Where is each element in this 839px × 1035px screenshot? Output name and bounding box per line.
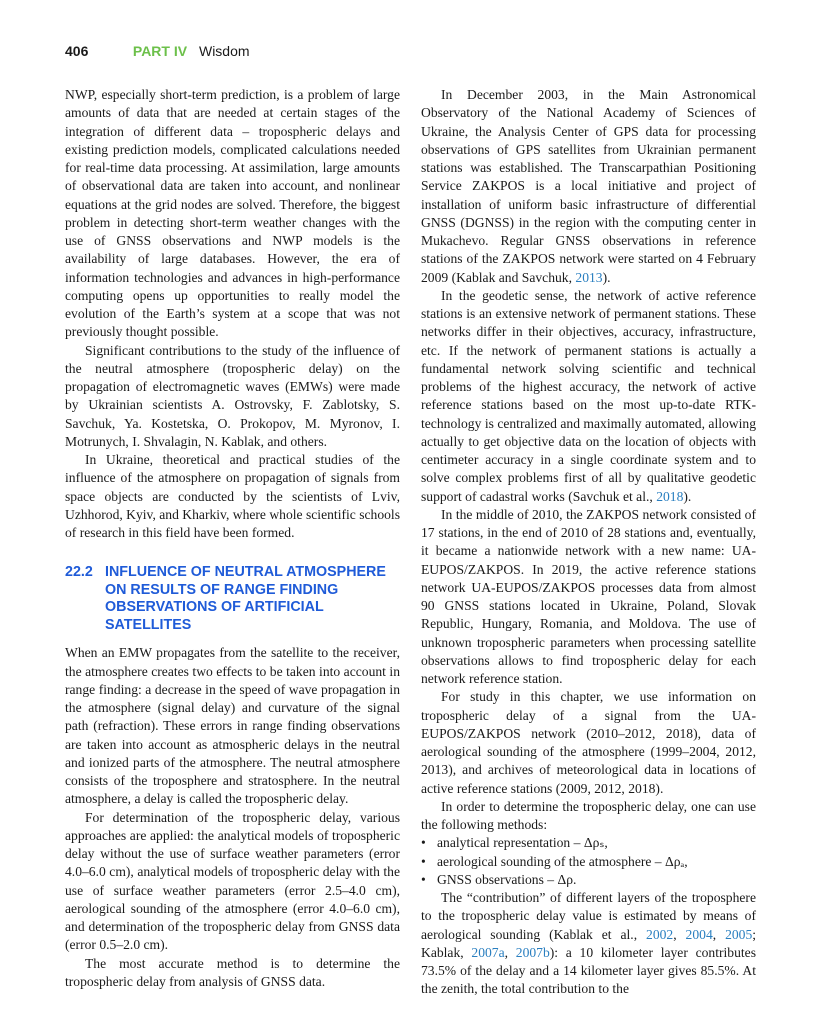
paragraph (65, 644, 400, 808)
paragraph (65, 809, 400, 955)
citation-link[interactable]: 2018 (656, 488, 684, 504)
text-run: ). (602, 269, 611, 285)
citation-link[interactable]: 2013 (575, 269, 603, 285)
paragraph (421, 86, 756, 287)
part-title: Wisdom (198, 43, 250, 59)
text-run: , (673, 926, 686, 942)
paragraph (421, 688, 756, 798)
citation-link[interactable]: 2007a (471, 944, 505, 960)
part-label: PART IV (132, 43, 188, 59)
methods-list (421, 834, 756, 889)
text-run: Significant contributions to the study of the influence of the neutral atmosphere (tropospheric delay) on the propagation of electromagnetic waves (EMWs) were made by Ukrainian scientists A. Ostrovsky, F. Zablotsky, S. Savchuk, Ya. Kostetska, O. Prokopov, M. Myronov, I. Motrunych, I. Shvalagin, N. Kablak, and others. (65, 342, 400, 449)
right-column (421, 86, 756, 999)
text-run: , (712, 926, 726, 942)
citation-link[interactable]: 2007b (515, 944, 550, 960)
paragraph (65, 86, 400, 342)
list-item: • GNSS observations – Δρ. (421, 871, 756, 889)
text-run: ): a 10 kilometer layer contributes 73.5% of the delay and a 14 kilometer layer gives 85.5%. At the zenith, the total contribution to the (421, 944, 756, 997)
paragraph (421, 506, 756, 689)
text-run: , (504, 944, 516, 960)
text-run: The most accurate method is to determine the tropospheric delay from analysis of GNSS data. (65, 955, 400, 989)
text-run: The “contribution” of different layers of the troposphere to the tropospheric delay value is estimated by means of aerological sounding (Kablak et al., (421, 890, 756, 942)
text-run: In Ukraine, theoretical and practical studies of the influence of the atmosphere on propagation of signals from space objects are conducted by the scientists of Lviv, Uzhhorod, Kyiv, and Kharkiv, where whole scientific schools of research in this field have been formed. (65, 452, 400, 540)
text-run: For study in this chapter, we use information on tropospheric delay of a signal from the UA-EUPOS/ZAKPOS network (2010–2012, 2018), data of aerological sounding of the atmosphere (1999–2004, 2012, 2013), and archives of meteorological data in locations of active reference stations (2009, 2012, 2018). (421, 689, 756, 796)
text-run: ). (683, 488, 692, 504)
text-run: NWP, especially short-term prediction, is a problem of large amounts of data that are needed at certain stages of the integration of different data – tropospheric delays and existing prediction models, complicated calculations needed for real-time data processing. At assimilation, large amounts of observational data are taken into account, and nonlinear equations at the grid nodes are solved. Therefore, the biggest problem in detecting short-term weather changes with the use of GNSS observations and NWP models is the availability of large databases. However, the era of information technologies and advances in high-performance computing opens up opportunities to really model the evolution of the Earth’s system at a scope that was not previously thought possible. (65, 87, 400, 340)
page-number: 406 (65, 43, 89, 59)
section-number: 22.2 (65, 564, 93, 581)
text-run: In the geodetic sense, the network of active reference stations is an extensive network of permanent stations. These networks differ in their objectives, accuracy, infrastructure, etc. If the network of permanent stations is actually a fundamental network solving scientific and technical problems of the highest accuracy, the network of active reference stations based on the most up-to-date RTK-technology is centralized and maximally automated, allowing actually to get objective data on the location of objects with centimeter accuracy in a single coordinate system and to solve complex problems first of all by qualitative geodetic support of cadastral works (Savchuk et al., (421, 287, 756, 504)
paragraph (421, 798, 756, 835)
list-item: • analytical representation – Δρₛ, (421, 834, 756, 852)
section-title: INFLUENCE OF NEUTRAL ATMOSPHERE ON RESULTS OF RANGE FINDING OBSERVATIONS OF ARTIFICIAL SATELLITES (105, 564, 386, 633)
paragraph (421, 889, 756, 999)
text-run: For determination of the tropospheric delay, various approaches are applied: the analytical models of tropospheric delay without the use of surface weather parameters (error 4.0–6.0 cm), analytical models of tropospheric delay with the use of surface weather parameters (error 2.5–4.0 cm), aerological sounding of the atmosphere (error 4.0–6.0 cm), and determination of the tropospheric delay from GNSS data (error 0.5–2.0 cm). (65, 809, 400, 953)
citation-link[interactable]: 2004 (685, 926, 713, 942)
text-run: When an EMW propagates from the satellite to the receiver, the atmosphere creates two effects to be taken into account in range finding: a decrease in the speed of wave propagation in the atmosphere (signal delay) and curvature of the signal path (refraction). These errors in range finding observations are taken into account as atmospheric delays in the neutral and ionized parts of the atmosphere. The neutral atmosphere consists of the troposphere and stratosphere. In the neutral atmosphere, a delay is called the tropospheric delay. (65, 645, 400, 807)
paragraph (421, 287, 756, 506)
paragraph (65, 451, 400, 542)
list-item: • aerological sounding of the atmosphere – Δρₐ, (421, 853, 756, 871)
citation-link[interactable]: 2002 (646, 926, 674, 942)
text-run: In the middle of 2010, the ZAKPOS network consisted of 17 stations, in the end of 2010 of 28 stations and, eventually, it became a nationwide network with a new name: UA-EUPOS/ZAKPOS. In 2019, the active reference stations network UA-EUPOS/ZAKPOS processes data from almost 90 GNSS stations located in Ukraine, Poland, Slovak Republic, Hungary, Romania, and Moldova. The use of unknown tropospheric parameters when processing satellite observations allows to find tropospheric delay for each network reference station. (421, 506, 756, 686)
left-column (65, 86, 400, 991)
text-run: In order to determine the tropospheric delay, one can use the following methods: (421, 798, 756, 832)
citation-link[interactable]: 2005 (725, 926, 753, 942)
paragraph (65, 342, 400, 452)
text-run: ; Kablak, (421, 926, 757, 960)
section-heading (65, 564, 400, 634)
text-run: In December 2003, in the Main Astronomical Observatory of the National Academy of Sciences of Ukraine, the Analysis Center of GPS data for processing observations of GPS satellites from Ukrainian permanent stations was established. The Transcarpathian Positioning Service ZAKPOS is a local initiative and project of installation of uniform basic infrastructure of differential GNSS (DGNSS) in the region with the computing center in Mukachevo. Regular GNSS observations in reference stations of the ZAKPOS network were started on 4 February 2009 (Kablak and Savchuk, (421, 87, 756, 285)
running-header (65, 43, 250, 59)
paragraph (65, 955, 400, 992)
